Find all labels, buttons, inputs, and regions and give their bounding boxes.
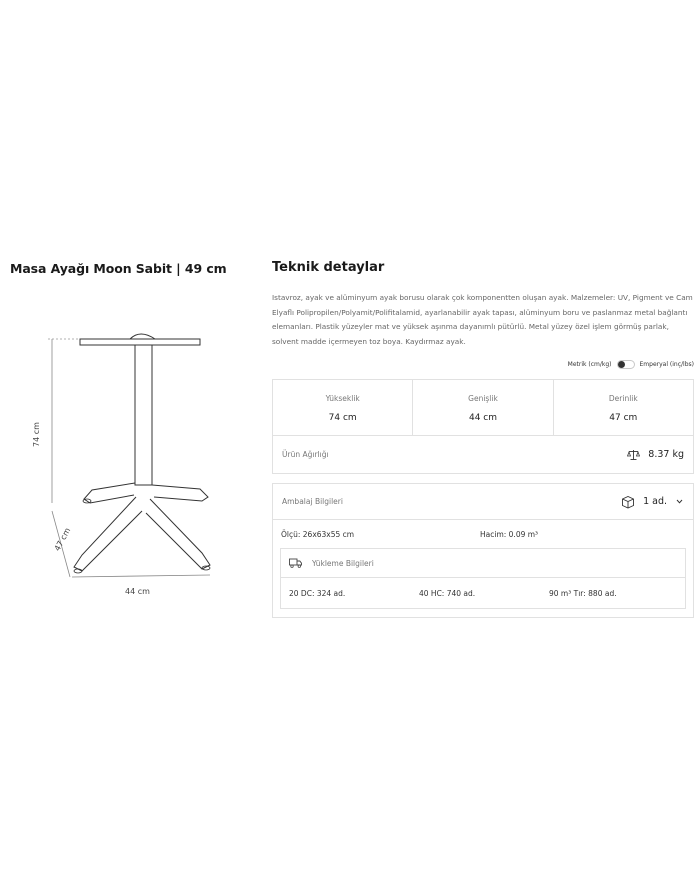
depth-dimension-label: 47 cm	[52, 526, 73, 553]
width-dimension-line	[72, 575, 210, 577]
packaging-info-row	[280, 520, 686, 548]
packaging-header[interactable]	[273, 484, 693, 520]
loading-header	[281, 549, 685, 578]
packaging-quantity: 1 ad.	[643, 496, 667, 507]
foot-front-left	[74, 569, 82, 573]
leg-front-left	[74, 497, 142, 571]
technical-details-panel	[272, 260, 694, 618]
top-bracket	[130, 334, 155, 339]
dimension-value: 47 cm	[609, 413, 638, 423]
weight-label: Ürün Ağırlığı	[282, 450, 329, 459]
packaging-panel	[272, 483, 694, 618]
width-dimension-label: 44 cm	[125, 587, 150, 596]
packaging-body	[273, 520, 693, 617]
technical-details-title: Teknik detaylar	[272, 260, 385, 275]
loading-info-panel	[280, 548, 686, 609]
dimensions-table	[272, 379, 694, 436]
loading-20dc: 20 DC: 324 ad.	[289, 588, 346, 598]
unit-toggle	[272, 360, 694, 369]
unit-toggle-switch[interactable]	[617, 360, 635, 369]
dimension-label: Derinlik	[608, 394, 638, 403]
dimension-value: 44 cm	[468, 413, 497, 423]
packaging-label: Ambalaj Bilgileri	[282, 497, 343, 506]
toggle-knob	[618, 361, 625, 368]
dimension-depth	[554, 380, 693, 435]
product-title: Masa Ayağı Moon Sabit | 49 cm	[10, 261, 227, 276]
top-plate	[80, 339, 200, 345]
dimension-width	[413, 380, 553, 435]
box-icon	[621, 495, 635, 509]
scale-icon	[627, 449, 640, 461]
column	[135, 345, 152, 485]
truck-icon	[289, 558, 302, 568]
leg-right	[152, 485, 208, 501]
loading-40hc: 40 HC: 740 ad.	[419, 588, 476, 598]
weight-value-group	[627, 449, 684, 461]
chevron-down-icon[interactable]	[675, 497, 684, 506]
loading-90m3: 90 m³ Tır: 880 ad.	[549, 588, 617, 598]
dimension-value: 74 cm	[328, 413, 357, 423]
loading-capacity-row	[281, 578, 685, 608]
packaging-volume: Hacim: 0.09 m³	[480, 529, 539, 539]
packaging-quantity-group	[621, 495, 684, 509]
dimension-label: Genişlik	[468, 394, 498, 403]
weight-value: 8.37 kg	[648, 449, 684, 460]
leg-left	[84, 483, 135, 503]
table-base-drawing	[30, 325, 220, 605]
height-dimension-label: 74 cm	[31, 422, 41, 447]
imperial-label: Emperyal (inç/lbs)	[639, 361, 694, 368]
metric-label: Metrik (cm/kg)	[567, 361, 612, 368]
dimension-height	[273, 380, 413, 435]
packaging-size: Ölçü: 26x63x55 cm	[281, 529, 355, 539]
table-base-illustration	[30, 325, 220, 605]
dimension-label: Yükseklik	[325, 394, 360, 403]
product-description: Istavroz, ayak ve alüminyum ayak borusu olarak çok komponentten oluşan ayak. Malzemeler: UV, Pigment ve Cam Elyaflı Polipropilen/Polyamit/Polifitalamid, ayarlanabilir ayak tapası, alüminyum boru ve paslanmaz metal bağlantı elemanları. Plastik yüzeyler mat ve yüksek aşınma dayanımlı pütürlü. Metal yüzey özel işlem görmüş parlak, solvent madde içermeyen toz boya. Kaydırmaz ayak.	[272, 293, 693, 346]
leg-front-right	[146, 499, 210, 569]
product-weight-row	[272, 436, 694, 474]
loading-label: Yükleme Bilgileri	[312, 558, 374, 568]
